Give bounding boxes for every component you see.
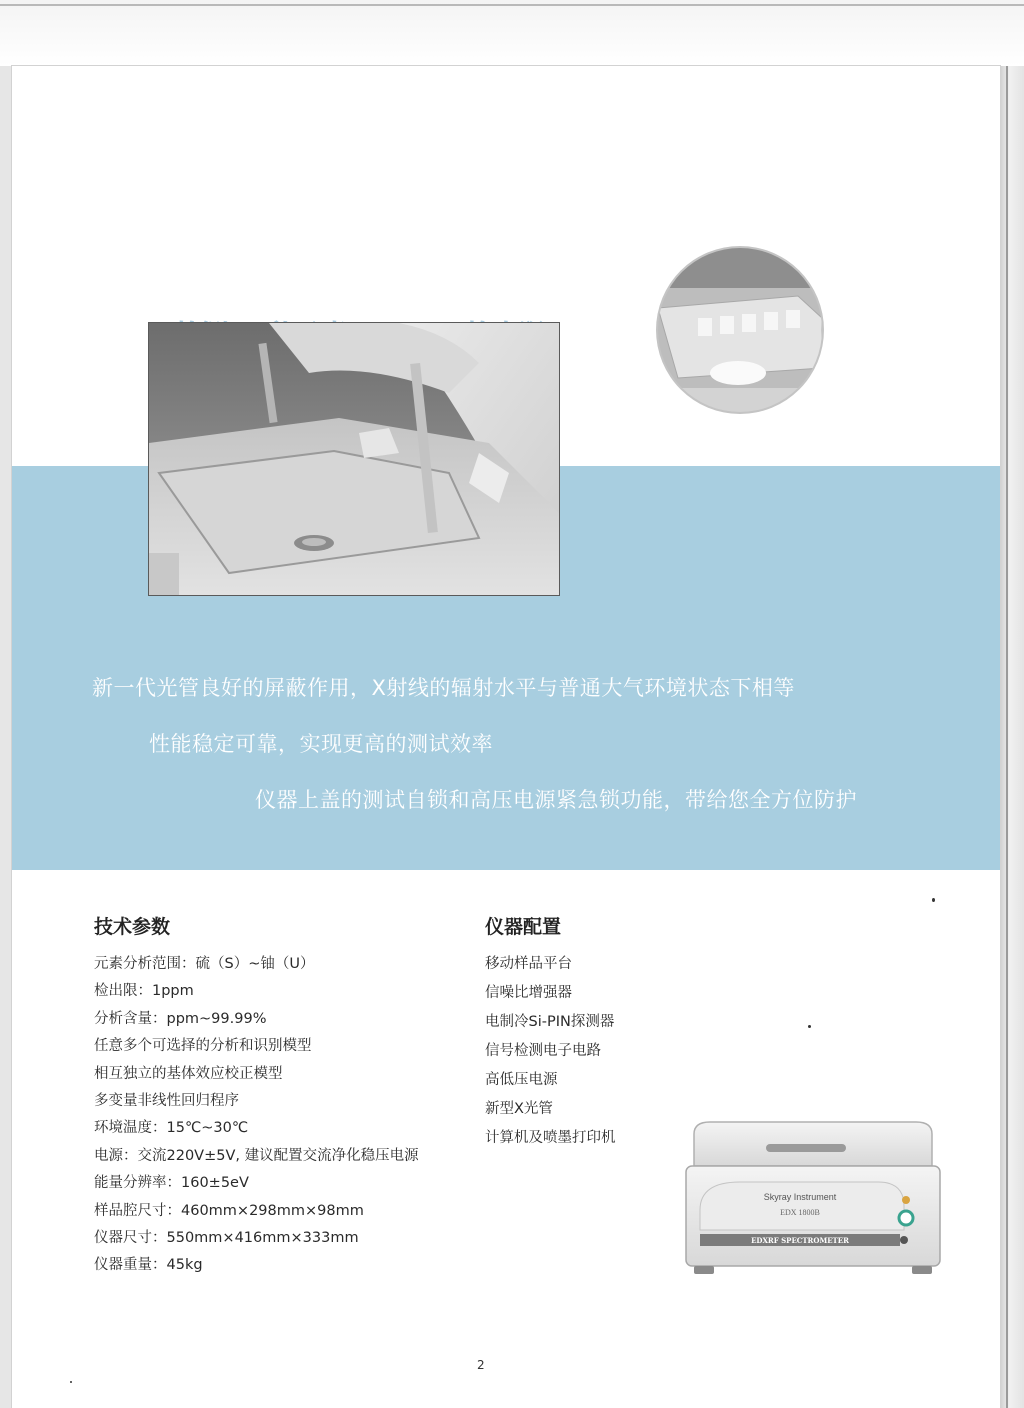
brochure-page: [12, 66, 1000, 1408]
param-item: 任意多个可选择的分析和识别模型: [94, 1038, 312, 1055]
config-item: 计算机及喷墨打印机: [485, 1130, 616, 1146]
device-model-label: EDX 1800B: [780, 1208, 820, 1217]
param-item: 分析含量：ppm~99.99%: [94, 1010, 267, 1027]
sample-chamber-illustration: [149, 323, 559, 595]
tech-params-title: 技术参数: [94, 916, 171, 938]
scan-top-margin: [0, 0, 1024, 66]
config-item: 信噪比增强器: [485, 985, 572, 1001]
feature-line-2: 性能稳定可靠，实现更高的测试效率: [149, 732, 493, 756]
spectrometer-illustration: [680, 1120, 946, 1278]
scan-speck: [808, 1025, 811, 1028]
device-strip-label: EDXRF SPECTROMETER: [751, 1236, 849, 1245]
param-item: 电源：交流220V±5V, 建议配置交流净化稳压电源: [94, 1147, 419, 1164]
scan-edge-line: [1006, 66, 1008, 1408]
param-item: 能量分辨率：160±5eV: [94, 1175, 249, 1192]
param-item: 仪器尺寸：550mm×416mm×333mm: [94, 1229, 359, 1246]
scan-speck: [70, 1381, 72, 1383]
config-item: 电制冷Si-PIN探测器: [485, 1014, 615, 1030]
sample-chamber-photo: [148, 322, 560, 596]
sample-tray-illustration: [658, 248, 822, 412]
param-item: 仪器重量：45kg: [94, 1257, 203, 1274]
spectrometer-photo: [680, 1120, 946, 1278]
param-item: 相互独立的基体效应校正模型: [94, 1065, 283, 1082]
device-brand-label: Skyray Instrument: [763, 1192, 837, 1202]
scan-speck: [932, 898, 935, 902]
param-item: 元素分析范围：硫（S）~铀（U）: [94, 956, 315, 972]
tech-params-list: [94, 952, 419, 1281]
feature-line-3: 仪器上盖的测试自锁和高压电源紧急锁功能，带给您全方位防护: [255, 788, 857, 812]
config-item: 信号检测电子电路: [485, 1043, 601, 1059]
sample-tray-detail-photo: [658, 248, 822, 412]
config-item: 移动样品平台: [485, 956, 572, 972]
feature-line-1: 新一代光管良好的屏蔽作用，X射线的辐射水平与普通大气环境状态下相等: [92, 676, 795, 700]
param-item: 检出限：1ppm: [94, 983, 194, 1000]
scan-right-edge: [1000, 66, 1024, 1408]
param-item: 多变量非线性回归程序: [94, 1092, 239, 1109]
config-item: 新型X光管: [485, 1101, 553, 1117]
config-item: 高低压电源: [485, 1072, 558, 1088]
scan-fold-line: [0, 4, 1024, 6]
config-list: [485, 952, 616, 1155]
page-number: 2: [477, 1358, 485, 1372]
config-title: 仪器配置: [485, 916, 562, 938]
param-item: 环境温度：15℃~30℃: [94, 1120, 249, 1137]
param-item: 样品腔尺寸：460mm×298mm×98mm: [94, 1202, 364, 1219]
